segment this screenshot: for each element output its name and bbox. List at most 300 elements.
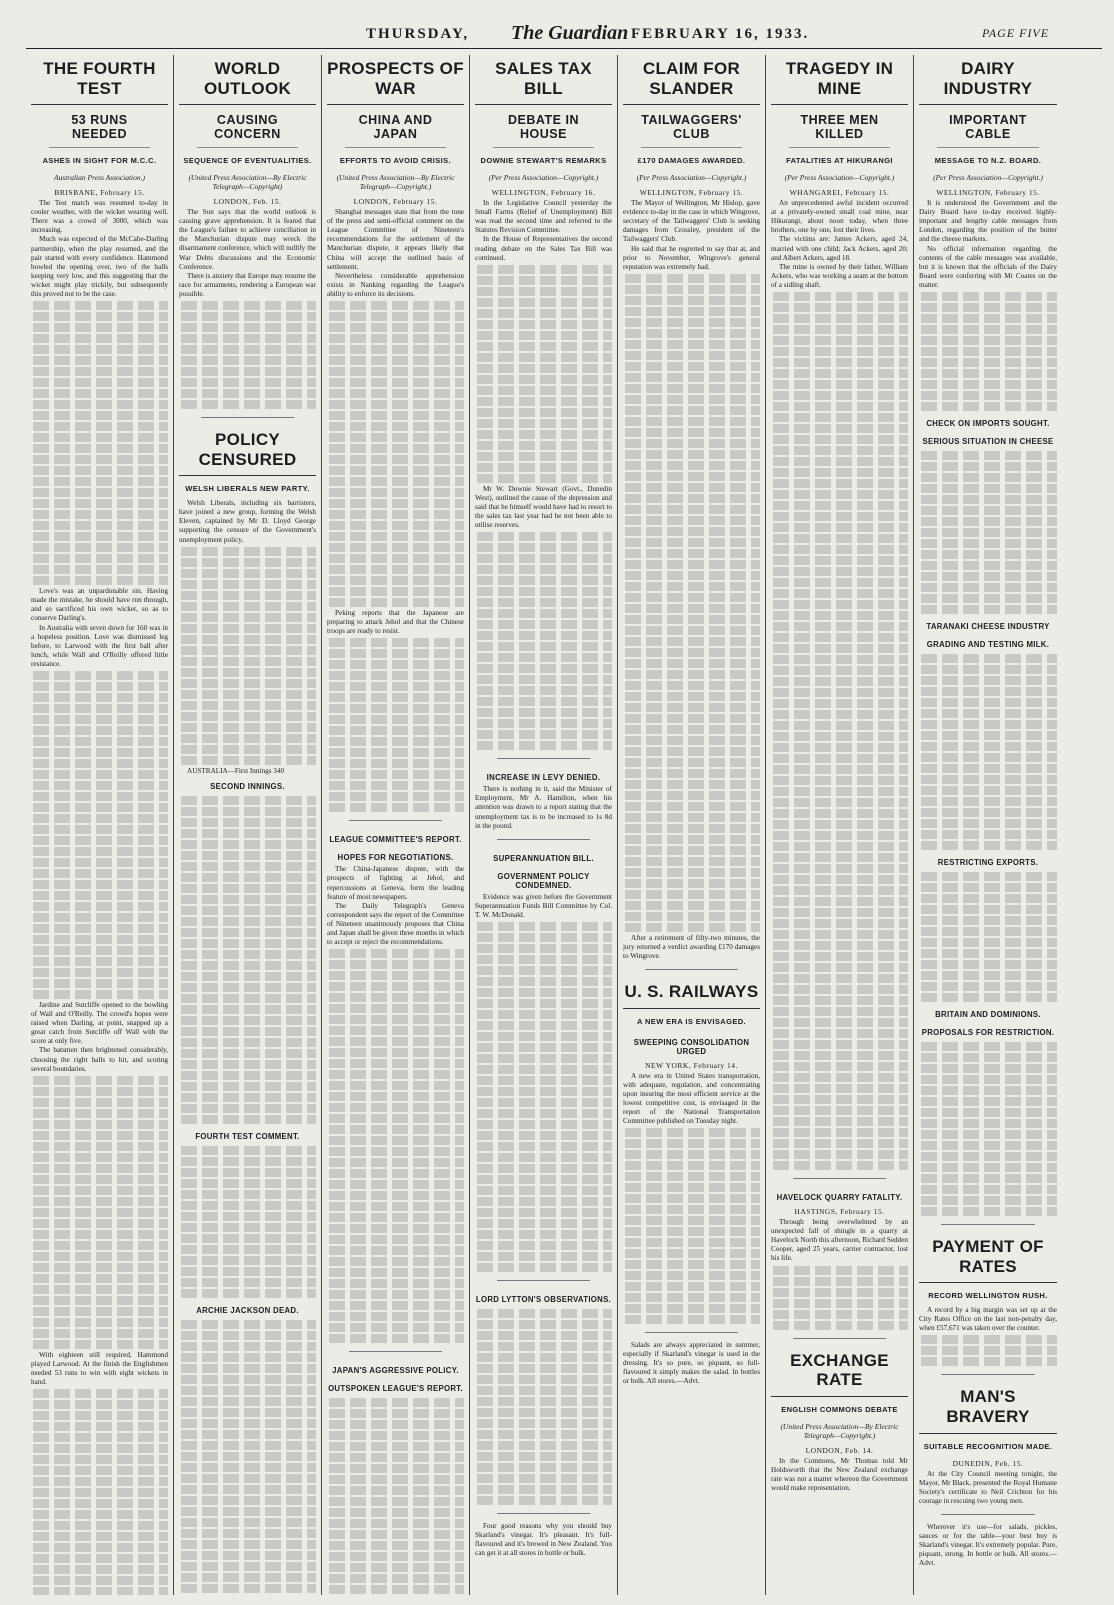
text-filler — [179, 1060, 316, 1069]
text-filler — [31, 433, 168, 442]
text-filler — [771, 1128, 908, 1137]
article-body — [771, 1457, 908, 1493]
dateline: LONDON, Feb. 15. — [213, 197, 282, 207]
text-filler — [31, 455, 168, 464]
text-filler — [179, 1430, 316, 1439]
article-body — [475, 199, 612, 750]
text-filler — [771, 930, 908, 939]
text-filler — [475, 1164, 612, 1173]
text-filler — [31, 924, 168, 933]
text-filler — [327, 1334, 464, 1343]
paragraph: Evidence was given before the Government Superannuation Funds Bill Committee by Col. T. W. McDonald. — [475, 892, 612, 919]
text-filler — [179, 1115, 316, 1124]
text-filler — [179, 1419, 316, 1428]
dateline: NEW YORK, February 14. — [645, 1060, 738, 1070]
text-filler — [475, 1153, 612, 1162]
score-heading: AUSTRALIA—First Innings 340 — [187, 766, 285, 775]
text-filler — [919, 1097, 1057, 1106]
text-filler — [179, 1496, 316, 1505]
text-filler — [179, 1507, 316, 1516]
text-filler — [179, 1375, 316, 1384]
text-filler — [623, 318, 760, 327]
text-filler — [31, 1587, 168, 1595]
text-filler — [919, 1196, 1057, 1205]
text-filler — [327, 1026, 464, 1035]
text-filler — [771, 941, 908, 950]
text-filler — [327, 367, 464, 376]
dateline: BRISBANE, February 15. — [54, 188, 145, 198]
text-filler — [771, 1321, 908, 1330]
section-heading: ARCHIE JACKSON DEAD. — [196, 1305, 299, 1315]
text-filler — [327, 444, 464, 453]
text-filler — [475, 933, 612, 942]
text-filler — [919, 654, 1057, 663]
text-filler — [327, 1158, 464, 1167]
text-filler — [31, 488, 168, 497]
text-filler — [771, 402, 908, 411]
dateline: LONDON, Feb. 14. — [805, 1445, 874, 1455]
text-filler — [327, 1224, 464, 1233]
deck: CAUSING CONCERN — [197, 105, 298, 148]
text-filler — [31, 1252, 168, 1261]
text-filler — [771, 358, 908, 367]
text-filler — [31, 1164, 168, 1173]
headline: SALES TAX BILL — [475, 55, 612, 105]
text-filler — [327, 1169, 464, 1178]
text-filler — [179, 1463, 316, 1472]
text-filler — [327, 554, 464, 563]
text-filler — [327, 576, 464, 585]
subdeck: ASHES IN SIGHT FOR M.C.C. — [42, 156, 157, 166]
text-filler — [475, 309, 612, 318]
text-filler — [31, 1411, 168, 1420]
text-filler — [31, 1197, 168, 1206]
text-filler — [31, 1131, 168, 1140]
text-filler — [475, 1065, 612, 1074]
text-filler — [179, 301, 316, 310]
text-filler — [179, 378, 316, 387]
text-filler — [31, 499, 168, 508]
dateline: WHANGAREI, February 15. — [789, 188, 890, 198]
text-filler — [771, 1288, 908, 1297]
text-filler — [179, 862, 316, 871]
text-filler — [31, 1340, 168, 1349]
text-filler — [919, 572, 1057, 581]
text-filler — [327, 1103, 464, 1112]
text-filler — [475, 1098, 612, 1107]
text-filler — [623, 483, 760, 492]
text-filler — [919, 1357, 1057, 1366]
text-filler — [179, 873, 316, 882]
credit: (Per Press Association—Copyright.) — [933, 173, 1043, 183]
text-filler — [31, 444, 168, 453]
text-filler — [623, 1249, 760, 1258]
text-filler — [919, 1042, 1057, 1051]
text-filler — [919, 495, 1057, 504]
text-filler — [327, 1563, 464, 1572]
text-filler — [623, 516, 760, 525]
article-body — [919, 1042, 1057, 1216]
masthead — [26, 22, 1102, 49]
text-filler — [327, 726, 464, 735]
dateline: WELLINGTON, February 15. — [936, 188, 1040, 198]
text-filler — [919, 665, 1057, 674]
subdeck: MESSAGE TO N.Z. BOARD. — [934, 156, 1042, 166]
headline: TRAGEDY IN MINE — [771, 55, 908, 105]
text-filler — [327, 960, 464, 969]
text-filler — [31, 510, 168, 519]
text-filler — [31, 466, 168, 475]
text-filler — [327, 378, 464, 387]
article-body — [623, 199, 760, 961]
text-filler — [31, 957, 168, 966]
text-filler — [475, 1010, 612, 1019]
text-filler — [919, 1335, 1057, 1344]
text-filler — [919, 550, 1057, 559]
text-filler — [327, 1541, 464, 1550]
text-filler — [771, 919, 908, 928]
text-filler — [327, 1081, 464, 1090]
text-filler — [327, 1059, 464, 1068]
text-filler — [623, 296, 760, 305]
text-filler — [31, 682, 168, 691]
text-filler — [327, 638, 464, 647]
text-filler — [31, 1466, 168, 1475]
text-filler — [475, 966, 612, 975]
paragraph: It is understood the Government and the Dairy Board have to-day received highly-important and lengthy cable messages from London, regarding the position of the butter and the cheese markets. — [919, 199, 1057, 244]
text-filler — [475, 642, 612, 651]
text-filler — [919, 292, 1057, 301]
text-filler — [327, 982, 464, 991]
text-filler — [179, 818, 316, 827]
text-filler — [771, 666, 908, 675]
text-filler — [771, 446, 908, 455]
section-heading: TARANAKI CHEESE INDUSTRY — [926, 622, 1050, 632]
text-filler — [31, 422, 168, 431]
text-filler — [31, 847, 168, 856]
column-sales-tax-bill — [470, 55, 618, 1595]
article-body — [327, 1398, 464, 1595]
text-filler — [475, 408, 612, 417]
text-filler — [31, 913, 168, 922]
text-filler — [31, 532, 168, 541]
text-filler — [179, 635, 316, 644]
text-filler — [771, 633, 908, 642]
text-filler — [327, 649, 464, 658]
text-filler — [771, 820, 908, 829]
text-filler — [179, 906, 316, 915]
text-filler — [919, 473, 1057, 482]
text-filler — [771, 699, 908, 708]
text-filler — [771, 479, 908, 488]
text-filler — [919, 539, 1057, 548]
text-filler — [771, 1117, 908, 1126]
text-filler — [327, 1519, 464, 1528]
text-filler — [919, 380, 1057, 389]
text-filler — [179, 679, 316, 688]
text-filler — [31, 715, 168, 724]
text-filler — [327, 759, 464, 768]
text-filler — [179, 723, 316, 732]
text-filler — [31, 1565, 168, 1574]
text-filler — [179, 1584, 316, 1593]
text-filler — [475, 386, 612, 395]
text-filler — [179, 1245, 316, 1254]
text-filler — [179, 840, 316, 849]
text-filler — [179, 1529, 316, 1538]
text-filler — [475, 554, 612, 563]
text-filler — [31, 814, 168, 823]
text-filler — [919, 797, 1057, 806]
text-filler — [475, 1452, 612, 1461]
text-filler — [771, 732, 908, 741]
text-filler — [327, 671, 464, 680]
text-filler — [179, 950, 316, 959]
text-filler — [31, 1153, 168, 1162]
divider — [645, 969, 738, 970]
section-heading: JAPAN'S AGGRESSIVE POLICY. — [332, 1366, 459, 1376]
text-filler — [327, 737, 464, 746]
text-filler — [31, 836, 168, 845]
text-filler — [919, 872, 1057, 881]
text-filler — [179, 646, 316, 655]
text-filler — [327, 993, 464, 1002]
text-filler — [327, 682, 464, 691]
text-filler — [179, 1562, 316, 1571]
text-filler — [623, 912, 760, 921]
text-filler — [919, 369, 1057, 378]
section-heading: RESTRICTING EXPORTS. — [937, 858, 1039, 868]
text-filler — [31, 935, 168, 944]
article-body — [327, 865, 464, 1343]
text-filler — [771, 424, 908, 433]
text-filler — [327, 704, 464, 713]
dateline: LONDON, February 15. — [353, 197, 438, 207]
section-heading: SUPERANNUATION BILL. — [493, 853, 594, 863]
subdeck: SUITABLE RECOGNITION MADE. — [923, 1441, 1053, 1451]
text-filler — [327, 1442, 464, 1451]
text-filler — [475, 598, 612, 607]
text-filler — [475, 576, 612, 585]
text-filler — [327, 356, 464, 365]
text-filler — [475, 1331, 612, 1340]
divider — [793, 1338, 886, 1339]
article-body — [179, 499, 316, 1595]
text-filler — [623, 868, 760, 877]
text-filler — [179, 1518, 316, 1527]
text-filler — [179, 928, 316, 937]
text-filler — [327, 1004, 464, 1013]
text-filler — [179, 829, 316, 838]
text-filler — [31, 1296, 168, 1305]
text-filler — [327, 1290, 464, 1299]
text-filler — [623, 824, 760, 833]
text-filler — [31, 737, 168, 746]
text-filler — [179, 569, 316, 578]
text-filler — [919, 938, 1057, 947]
text-filler — [475, 1342, 612, 1351]
text-filler — [623, 549, 760, 558]
text-filler — [179, 1212, 316, 1221]
text-filler — [475, 741, 612, 750]
text-filler — [475, 463, 612, 472]
text-filler — [179, 734, 316, 743]
text-filler — [623, 1238, 760, 1247]
article-body — [327, 208, 464, 812]
paragraph: The Daily Telegraph's Geneva correspondent says the report of the Committee of Nineteen unanimously proposes that China and Japan shall be given three months in which to accept or reject the recommendations. — [327, 901, 464, 947]
divider — [497, 839, 590, 840]
text-filler — [475, 1054, 612, 1063]
credit: Australian Press Association.) — [53, 173, 146, 183]
text-filler — [475, 419, 612, 428]
headline: DAIRY INDUSTRY — [919, 55, 1057, 105]
text-filler — [31, 554, 168, 563]
paragraph: There is nothing in it, said the Minister of Employment, Mr A. Hamilton, when his attention was drawn to a report stating that the unemployment tax is to be increased to 1s 8d in the pound. — [475, 785, 612, 830]
text-filler — [475, 1463, 612, 1472]
text-filler — [771, 908, 908, 917]
text-filler — [31, 356, 168, 365]
text-filler — [623, 571, 760, 580]
article-body — [475, 893, 612, 1272]
section-heading: HAVELOCK QUARRY FATALITY. — [776, 1193, 903, 1203]
text-filler — [31, 1554, 168, 1563]
divider — [349, 1351, 442, 1352]
text-filler — [179, 1289, 316, 1298]
divider — [941, 1224, 1035, 1225]
text-filler — [919, 583, 1057, 592]
text-filler — [31, 946, 168, 955]
text-filler — [31, 1098, 168, 1107]
text-filler — [31, 1120, 168, 1129]
text-filler — [475, 1032, 612, 1041]
text-filler — [179, 1201, 316, 1210]
text-filler — [31, 301, 168, 310]
text-filler — [475, 320, 612, 329]
text-filler — [623, 582, 760, 591]
text-filler — [327, 715, 464, 724]
text-filler — [771, 435, 908, 444]
text-filler — [771, 567, 908, 576]
text-filler — [327, 1530, 464, 1539]
text-filler — [31, 1532, 168, 1541]
text-filler — [179, 1005, 316, 1014]
text-filler — [475, 298, 612, 307]
text-filler — [475, 922, 612, 931]
text-filler — [771, 303, 908, 312]
section-heading: BRITAIN AND DOMINIONS. — [935, 1010, 1041, 1020]
text-filler — [623, 285, 760, 294]
text-filler — [771, 1299, 908, 1308]
column-dairy-industry — [914, 55, 1062, 1595]
text-filler — [179, 389, 316, 398]
text-filler — [327, 1475, 464, 1484]
paragraph: He said that he regretted to say that at, and prior to November, Wingrove's general reputation was extremely bad. — [623, 244, 760, 271]
text-filler — [919, 1086, 1057, 1095]
text-filler — [31, 576, 168, 585]
text-filler — [623, 560, 760, 569]
article-body — [771, 1218, 908, 1329]
text-filler — [179, 1104, 316, 1113]
paragraph: The mine is owned by their father, William Ackers, who was working a seam at the bottom of a sidling shaft. — [771, 262, 908, 289]
text-filler — [31, 803, 168, 812]
text-filler — [919, 517, 1057, 526]
text-filler — [327, 1048, 464, 1057]
text-filler — [327, 334, 464, 343]
text-filler — [771, 347, 908, 356]
text-filler — [475, 543, 612, 552]
text-filler — [475, 977, 612, 986]
text-filler — [327, 1398, 464, 1407]
text-filler — [179, 1082, 316, 1091]
text-filler — [475, 1131, 612, 1140]
headline: EXCHANGE RATE — [771, 1347, 908, 1397]
text-filler — [179, 745, 316, 754]
text-filler — [771, 963, 908, 972]
text-filler — [919, 830, 1057, 839]
paragraph: The Test match was resumed to-day in cooler weather, with the wicket wearing well. There was a crowd of 3000, which was increasing. — [31, 199, 168, 235]
text-filler — [327, 660, 464, 669]
text-filler — [31, 477, 168, 486]
text-filler — [623, 901, 760, 910]
text-filler — [31, 1208, 168, 1217]
text-filler — [919, 561, 1057, 570]
text-filler — [179, 334, 316, 343]
text-filler — [919, 303, 1057, 312]
columns — [26, 55, 1102, 1595]
text-filler — [31, 1285, 168, 1294]
text-filler — [179, 356, 316, 365]
text-filler — [179, 558, 316, 567]
text-filler — [475, 1364, 612, 1373]
text-filler — [327, 1409, 464, 1418]
text-filler — [327, 510, 464, 519]
text-filler — [475, 1043, 612, 1052]
credit: (Per Press Association—Copyright.) — [488, 173, 599, 183]
text-filler — [919, 775, 1057, 784]
text-filler — [327, 770, 464, 779]
text-filler — [919, 819, 1057, 828]
text-filler — [327, 411, 464, 420]
text-filler — [31, 1488, 168, 1497]
text-filler — [623, 351, 760, 360]
text-filler — [919, 484, 1057, 493]
text-filler — [179, 668, 316, 677]
text-filler — [327, 1147, 464, 1156]
text-filler — [771, 688, 908, 697]
credit: (Per Press Association—Copyright.) — [784, 173, 895, 183]
text-filler — [623, 659, 760, 668]
dateline: WELLINGTON, February 15. — [639, 188, 744, 198]
text-filler — [179, 613, 316, 622]
text-filler — [919, 927, 1057, 936]
text-filler — [179, 1452, 316, 1461]
text-filler — [919, 786, 1057, 795]
text-filler — [31, 521, 168, 530]
text-filler — [623, 505, 760, 514]
article-body — [919, 199, 1057, 411]
text-filler — [771, 776, 908, 785]
text-filler — [771, 974, 908, 983]
text-filler — [179, 1364, 316, 1373]
text-filler — [179, 624, 316, 633]
credit: (Per Press Association—Copyright.) — [636, 173, 747, 183]
text-filler — [31, 378, 168, 387]
text-filler — [179, 1551, 316, 1560]
text-filler — [327, 1136, 464, 1145]
text-filler — [31, 1076, 168, 1085]
text-filler — [771, 831, 908, 840]
text-filler — [475, 331, 612, 340]
